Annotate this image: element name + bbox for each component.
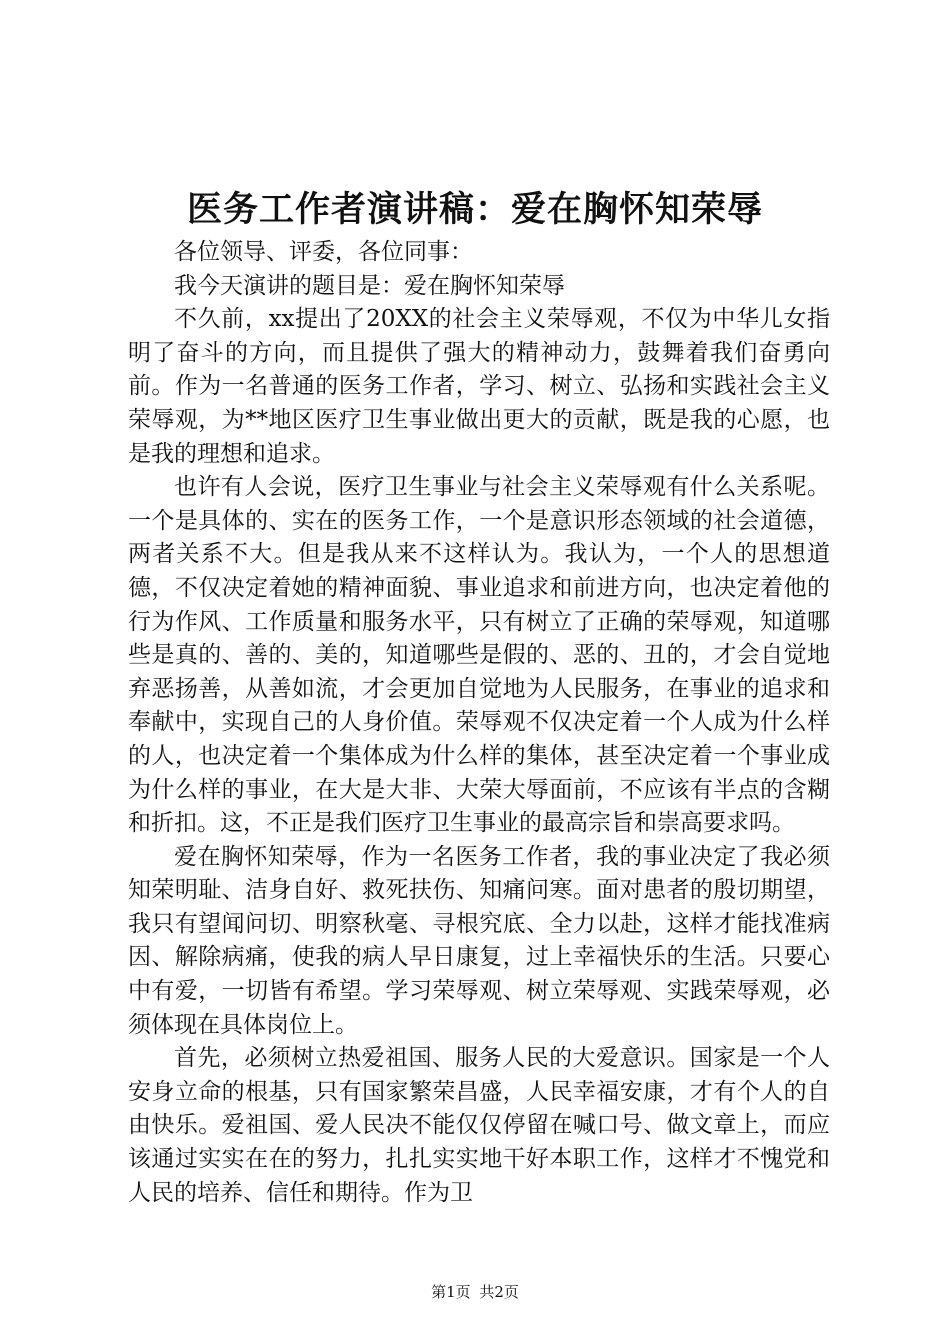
page-footer xyxy=(0,1282,950,1302)
paragraph: 首先，必须树立热爱祖国、服务人民的大爱意识。国家是一个人安身立命的根基，只有国家繁荣昌盛，人民幸福安康，才有个人的自由快乐。爱祖国、爱人民决不能仅仅停留在喊口号、做文章上，而应该通过实实在在的努力，扎扎实实地干好本职工作，这样才不愧党和人民的培养、信任和期待。作为卫 xyxy=(128,1045,830,1206)
paragraph-salutation: 各位领导、评委，各位同事： xyxy=(174,239,473,265)
document-body xyxy=(128,236,830,1210)
paragraph-topic: 我今天演讲的题目是：爱在胸怀知荣辱 xyxy=(174,272,565,299)
paragraph: 爱在胸怀知荣辱，作为一名医务工作者，我的事业决定了我必须知荣明耻、洁身自好、救死扶伤、知痛问寒。面对患者的殷切期望，我只有望闻问切、明察秋毫、寻根究底、全力以赴，这样才能找准病因、解除病痛，使我的病人早日康复，过上幸福快乐的生活。只要心中有爱，一切皆有希望。学习荣辱观、树立荣辱观、实践荣辱观，必须体现在具体岗位上。 xyxy=(128,843,830,1038)
page-number: 第1页 xyxy=(431,1283,471,1301)
document-title: 医务工作者演讲稿：爱在胸怀知荣辱 xyxy=(186,189,763,230)
paragraph: 不久前，xx提出了20XX的社会主义荣辱观，不仅为中华儿女指明了奋斗的方向，而且提供了强大的精神动力，鼓舞着我们奋勇向前。作为一名普通的医务工作者，学习、树立、弘扬和实践社会主义荣辱观，为**地区医疗卫生事业做出更大的贡献，既是我的心愿，也是我的理想和追求。 xyxy=(128,306,830,467)
paragraph: 也许有人会说，医疗卫生事业与社会主义荣辱观有什么关系呢。一个是具体的、实在的医务工作，一个是意识形态领域的社会道德，两者关系不大。但是我从来不这样认为。我认为，一个人的思想道德，不仅决定着她的精神面貌、事业追求和前进方向，也决定着他的行为作风、工作质量和服务水平，只有树立了正确的荣辱观，知道哪些是真的、善的、美的，知道哪些是假的、恶的、丑的，才会自觉地弃恶扬善，从善如流，才会更加自觉地为人民服务，在事业的追求和奉献中，实现自己的人身价值。荣辱观不仅决定着一个人成为什么样的人，也决定着一个集体成为什么样的集体，甚至决定着一个事业成为什么样的事业，在大是大非、大荣大辱面前，不应该有半点的含糊和折扣。这，不正是我们医疗卫生事业的最高宗旨和崇高要求吗。 xyxy=(128,474,830,837)
page-total: 共2页 xyxy=(479,1283,519,1301)
